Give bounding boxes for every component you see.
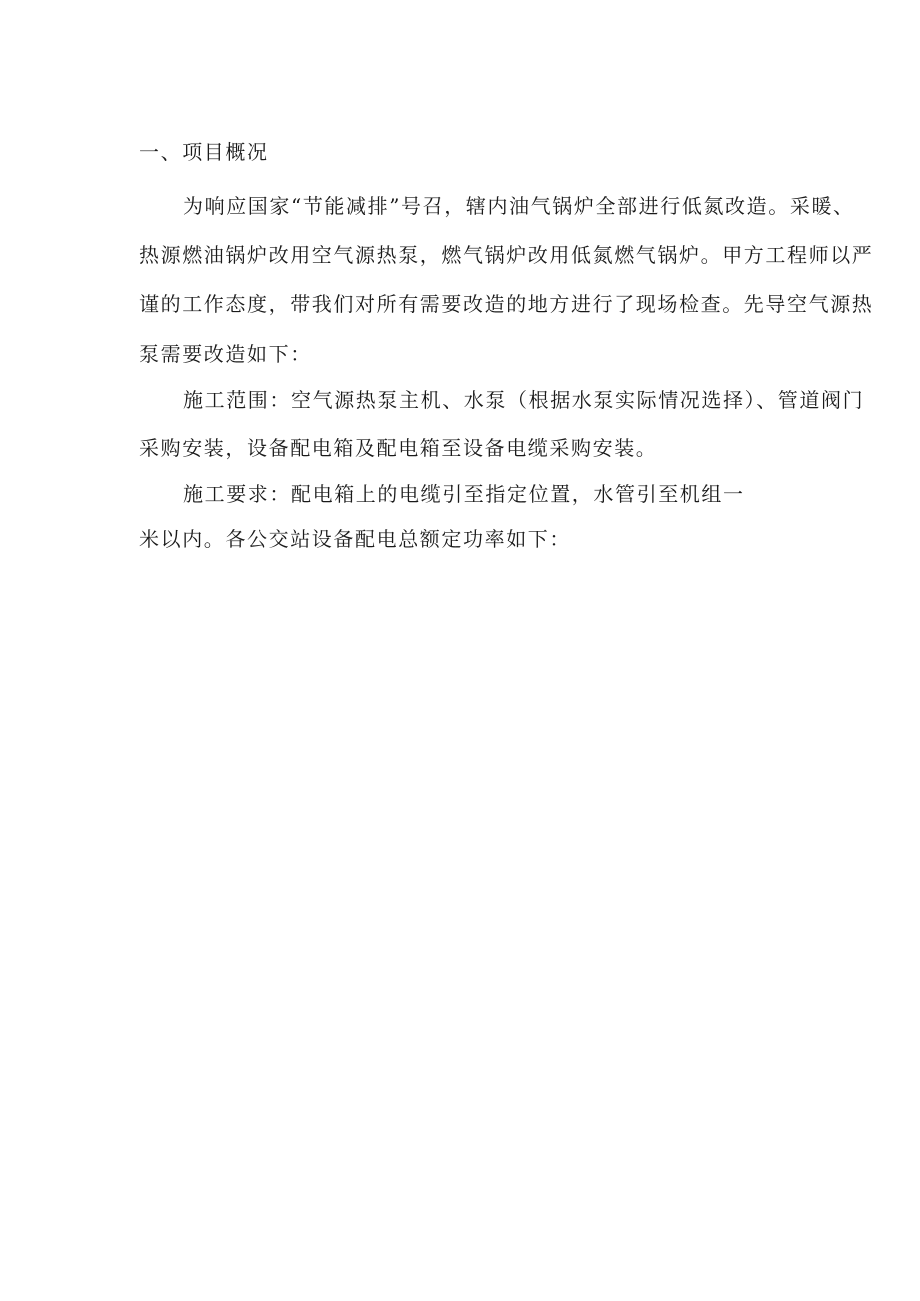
- paragraph-1-line-3: 谨的工作态度，带我们对所有需要改造的地方进行了现场检查。先导空气源热: [139, 292, 874, 316]
- paragraph-1-line-4: 泵需要改造如下：: [139, 342, 312, 366]
- paragraph-2-line-2: 采购安装，设备配电箱及配电箱至设备电缆采购安装。: [139, 436, 658, 460]
- paragraph-2-line-1: 施工范围：空气源热泵主机、水泵（根据水泵实际情况选择）、管道阀门: [183, 388, 865, 412]
- paragraph-1-line-1: 为响应国家“节能减排”号召，辖内油气锅炉全部进行低氮改造。采暖、: [183, 194, 855, 218]
- paragraph-1-line-2: 热源燃油锅炉改用空气源热泵，燃气锅炉改用低氮燃气锅炉。甲方工程师以严: [139, 243, 874, 267]
- paragraph-3-line-2: 米以内。各公交站设备配电总额定功率如下：: [139, 527, 571, 551]
- section-heading: 一、项目概况: [139, 140, 269, 164]
- paragraph-3-line-1: 施工要求：配电箱上的电缆引至指定位置，水管引至机组一: [183, 482, 745, 506]
